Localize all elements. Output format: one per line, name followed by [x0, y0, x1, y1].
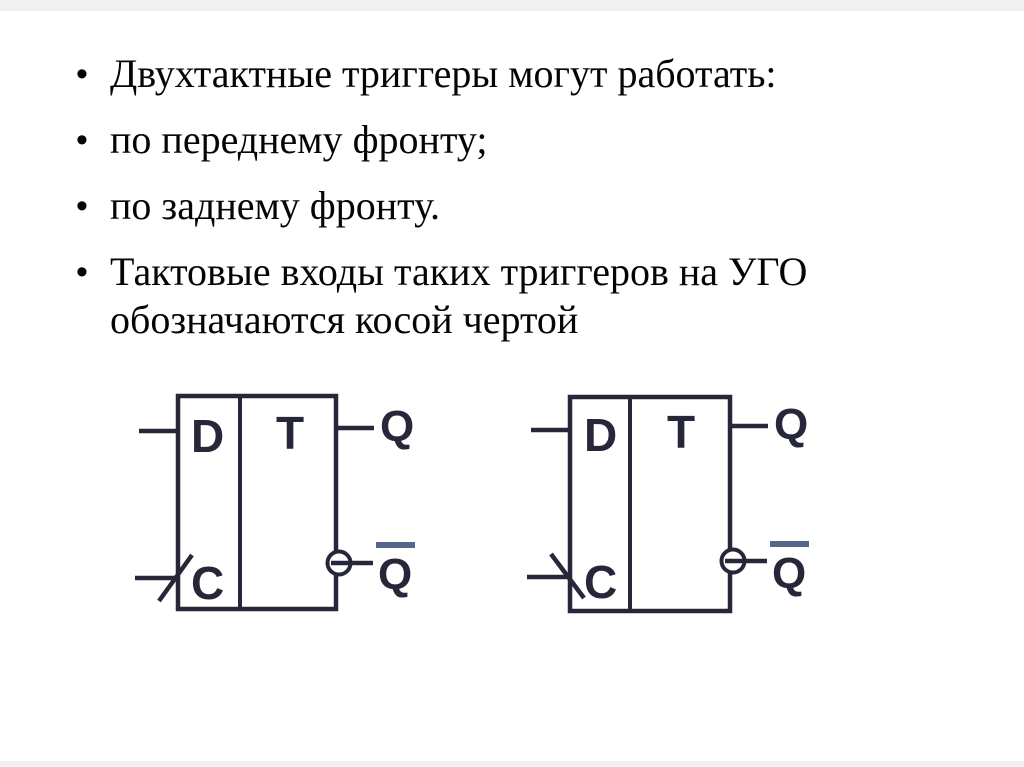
bullet-marker: •: [76, 187, 88, 225]
bullet-marker: •: [76, 253, 88, 291]
flip-flop-diagram-falling-edge: [516, 386, 826, 626]
bullet-text: Двухтактные триггеры могут работать:: [110, 51, 777, 96]
bullet-list: [46, 50, 926, 362]
c-input-label: C: [191, 557, 225, 609]
q-inverted-output-label: Q: [772, 549, 807, 598]
bullet-text: по заднему фронту.: [110, 183, 441, 228]
bullet-item: [46, 248, 926, 344]
d-input-label: D: [191, 410, 225, 462]
bullet-text: Тактовые входы таких триггеров на УГО обозначаются косой чертой: [110, 249, 808, 342]
block-type-label: T: [275, 407, 305, 459]
bullet-marker: •: [76, 121, 88, 159]
bullet-marker: •: [76, 55, 88, 93]
q-output-label: Q: [774, 400, 809, 449]
q-inverted-output-label: Q: [378, 550, 413, 599]
d-input-label: D: [584, 409, 618, 461]
bullet-item: [46, 50, 926, 98]
bullet-text: по переднему фронту;: [110, 117, 488, 162]
bullet-item: [46, 116, 926, 164]
q-output-label: Q: [380, 402, 415, 451]
bullet-item: [46, 182, 926, 230]
presentation-slide: [0, 11, 1024, 761]
c-input-label: C: [584, 556, 618, 608]
flip-flop-diagram-rising-edge: [128, 386, 428, 626]
block-type-label: T: [666, 406, 696, 458]
